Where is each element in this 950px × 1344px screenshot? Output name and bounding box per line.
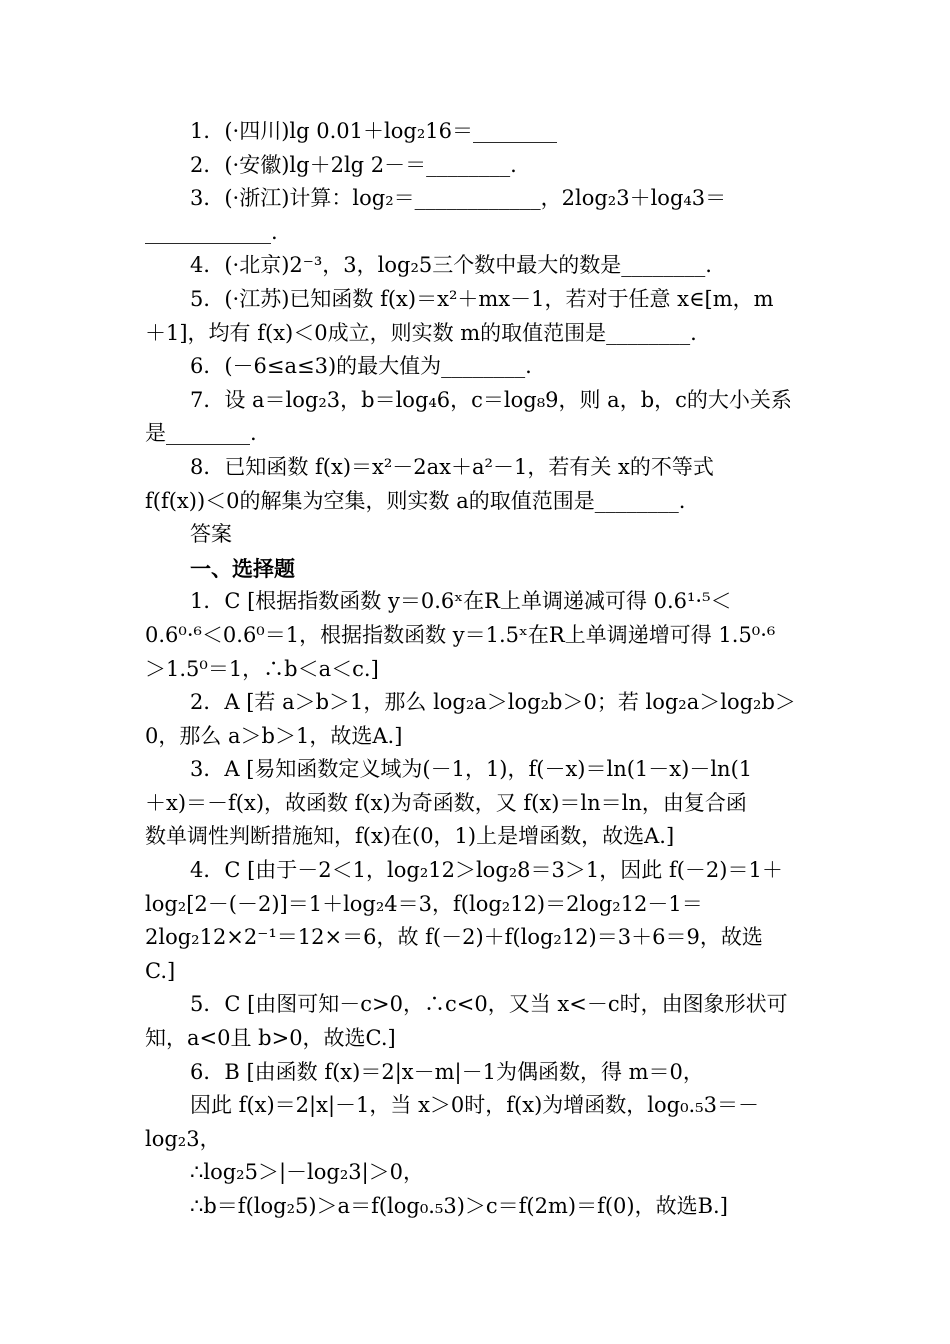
text-line: 3．(·浙江)计算：log₂＝____________，2log₂3＋log₄3＝ xyxy=(190,186,727,211)
text-line: 2．A [若 a＞b＞1，那么 log₂a＞log₂b＞0；若 log₂a＞log₂b＞ xyxy=(190,690,796,715)
text-line: ∴b＝f(log₂5)＞a＝f(log₀.₅3)＞c＝f(2m)＝f(0)，故选B.] xyxy=(190,1194,728,1218)
text-line: 知，a<0且 b>0，故选C.] xyxy=(145,1026,396,1051)
text-line: ∴log₂5＞|－log₂3|＞0， xyxy=(190,1160,425,1185)
text-line: log₂3， xyxy=(145,1126,221,1151)
text-line: 6．(－6≤a≤3)的最大值为________. xyxy=(190,354,532,379)
text-line: 2log₂12×2⁻¹＝12×＝6，故 f(－2)＋f(log₂12)＝3＋6＝9，故选 xyxy=(145,925,763,950)
text-line: 答案 xyxy=(190,522,232,547)
text-line: ____________. xyxy=(145,219,278,244)
text-line: 5．C [由图可知－c>0，∴c<0，又当 x<－c时，由图象形状可 xyxy=(190,992,788,1017)
text-line: 1．C [根据指数函数 y＝0.6ˣ在R上单调递减可得 0.6¹·⁵＜ xyxy=(190,589,732,614)
text-line: 0，那么 a＞b＞1，故选A.] xyxy=(145,723,403,748)
text-line: 2．(·安徽)lg＋2lg 2－＝________. xyxy=(190,152,517,177)
text-line: 4．C [由于－2＜1，log₂12＞log₂8＝3＞1，因此 f(－2)＝1＋ xyxy=(190,858,783,883)
text-line: log₂[2－(－2)]＝1＋log₂4＝3，f(log₂12)＝2log₂12－1＝ xyxy=(145,891,703,916)
text-line: ＋x)＝－f(x)，故函数 f(x)为奇函数，又 f(x)＝ln＝ln，由复合函 xyxy=(145,790,747,815)
text-line: 5．(·江苏)已知函数 f(x)＝x²＋mx－1，若对于任意 x∈[m，m xyxy=(190,286,774,311)
text-line: ＞1.5⁰＝1，∴b＜a＜c.] xyxy=(145,656,379,681)
text-line: 是________. xyxy=(145,421,257,446)
text-line: 因此 f(x)＝2|x|－1，当 x＞0时，f(x)为增函数，log₀.₅3＝－ xyxy=(190,1093,759,1118)
text-line: 7．设 a＝log₂3，b＝log₄6，c＝log₈9，则 a，b，c的大小关系 xyxy=(190,387,792,412)
text-line: 0.6⁰·⁶＜0.6⁰＝1，根据指数函数 y＝1.5ˣ在R上单调递增可得 1.5⁰·⁶ xyxy=(145,622,776,647)
text-line: f(f(x))＜0的解集为空集，则实数 a的取值范围是________. xyxy=(145,488,686,513)
text-line: 数单调性判断措施知，f(x)在(0，1)上是增函数，故选A.] xyxy=(145,824,675,849)
text-line: 6．B [由函数 f(x)＝2|x－m|－1为偶函数，得 m＝0， xyxy=(190,1059,704,1084)
text-line: 3．A [易知函数定义域为(－1，1)，f(－x)＝ln(1－x)－ln(1 xyxy=(190,757,753,782)
text-line: 4．(·北京)2⁻³，3，log₂5三个数中最大的数是________. xyxy=(190,253,712,278)
text-line: 一、选择题 xyxy=(190,555,295,581)
document-body xyxy=(145,115,810,1224)
text-line: 1．(·四川)lg 0.01＋log₂16＝________ xyxy=(190,119,557,143)
text-line: 8．已知函数 f(x)＝x²－2ax＋a²－1，若有关 x的不等式 xyxy=(190,454,714,479)
text-line: C.] xyxy=(145,958,176,983)
text-line: ＋1]，均有 f(x)＜0成立，则实数 m的取值范围是________. xyxy=(145,320,697,345)
